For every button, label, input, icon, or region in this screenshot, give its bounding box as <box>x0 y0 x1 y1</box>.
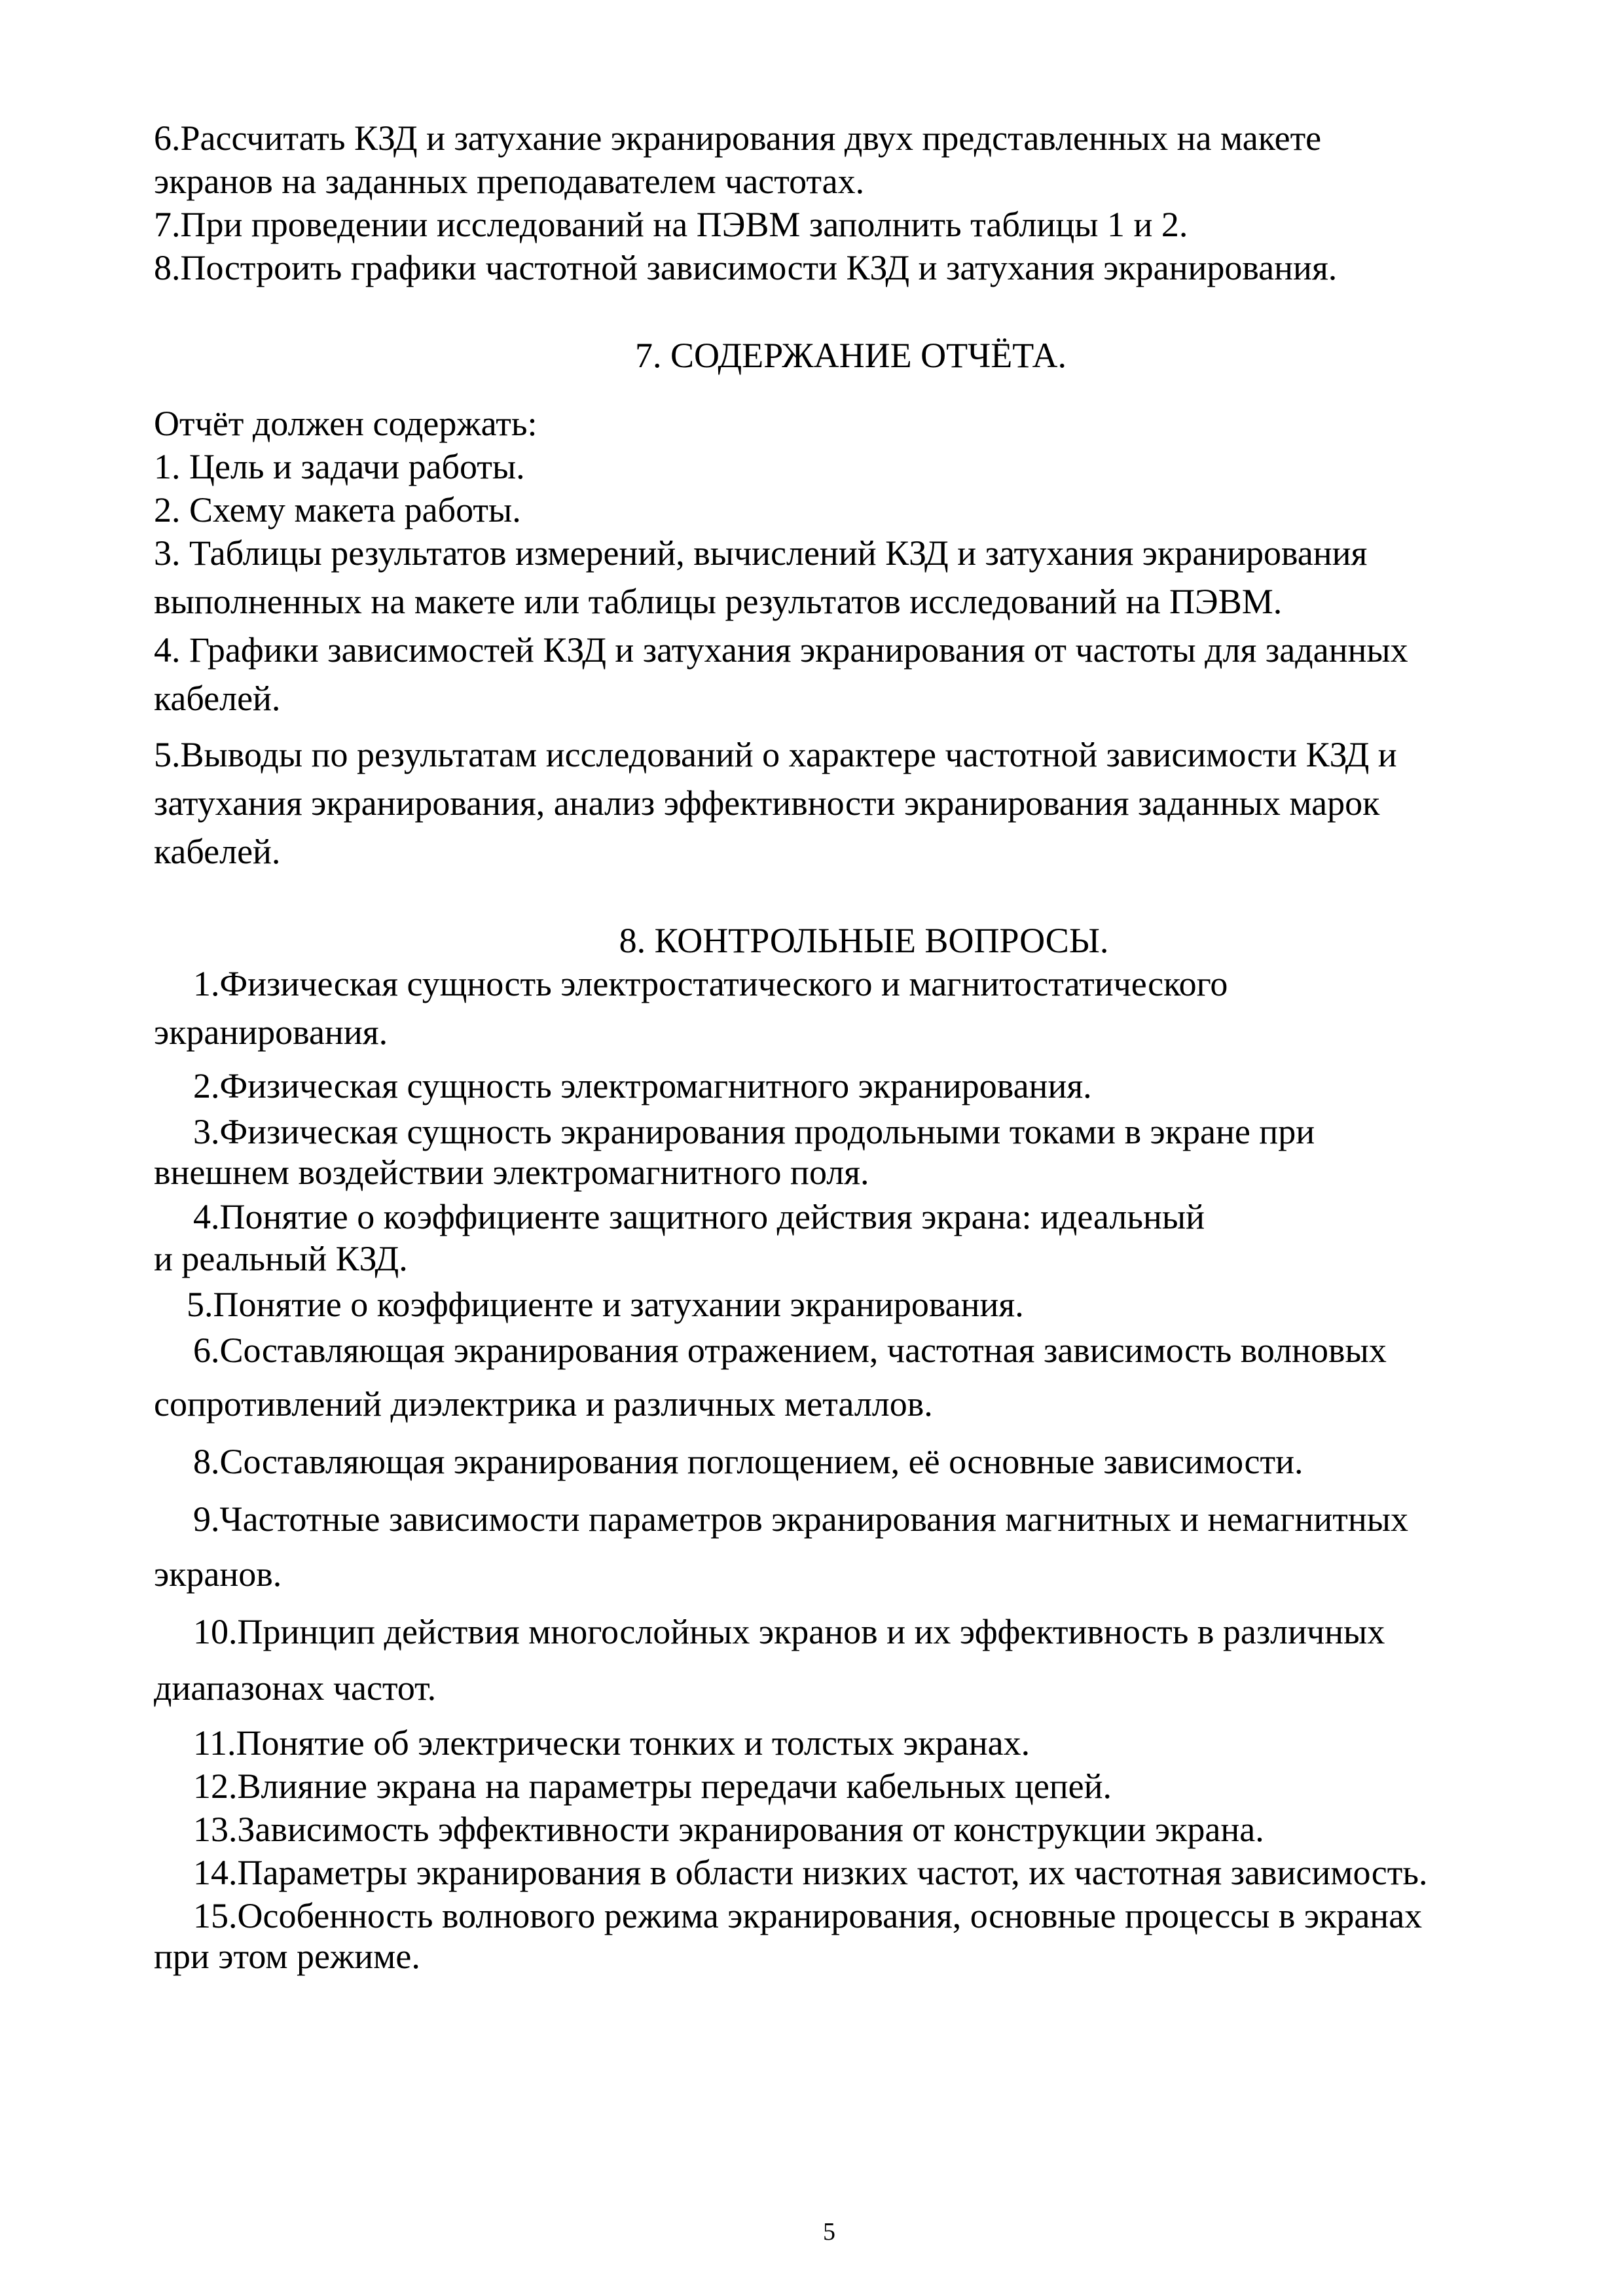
page-number: 5 <box>823 2218 835 2246</box>
question-2: 2.Физическая сущность электромагнитного экранирования. <box>193 1066 1092 1105</box>
control-questions-heading: 8. КОНТРОЛЬНЫЕ ВОПРОСЫ. <box>619 921 1109 960</box>
question-8: 8.Составляющая экранирования поглощением, её основные зависимости. <box>193 1442 1304 1481</box>
task-item-8: 8.Построить графики частотной зависимости КЗД и затухания экранирования. <box>154 248 1338 287</box>
question-15-line-1: 15.Особенность волнового режима экранирования, основные процессы в экранах <box>193 1896 1423 1935</box>
question-6-line-1: 6.Составляющая экранирования отражением, частотная зависимость волновых <box>193 1331 1387 1370</box>
question-3-line-1: 3.Физическая сущность экранирования продольными токами в экране при <box>193 1112 1315 1151</box>
question-4-line-2: и реальный КЗД. <box>154 1239 408 1278</box>
question-5: 5.Понятие о коэффициенте и затухании экранирования. <box>187 1285 1024 1324</box>
question-12: 12.Влияние экрана на параметры передачи кабельных цепей. <box>193 1767 1112 1806</box>
question-10-line-2: диапазонах частот. <box>154 1668 437 1708</box>
question-15-line-2: при этом режиме. <box>154 1937 420 1976</box>
task-item-6-line-1: 6.Рассчитать КЗД и затухание экранирования двух представленных на макете <box>154 118 1322 158</box>
question-9-line-1: 9.Частотные зависимости параметров экранирования магнитных и немагнитных <box>193 1499 1409 1539</box>
question-1-line-2: экранирования. <box>154 1013 388 1052</box>
report-item-4-line-1: 4. Графики зависимостей КЗД и затухания экранирования от частоты для заданных <box>154 630 1408 670</box>
report-item-5-line-1: 5.Выводы по результатам исследований о характере частотной зависимости КЗД и <box>154 735 1397 774</box>
report-item-5-line-3: кабелей. <box>154 832 281 871</box>
question-1-line-1: 1.Физическая сущность электростатического и магнитостатического <box>193 964 1228 1003</box>
report-item-2: 2. Схему макета работы. <box>154 490 521 529</box>
task-item-7: 7.При проведении исследований на ПЭВМ заполнить таблицы 1 и 2. <box>154 205 1188 244</box>
report-item-1: 1. Цель и задачи работы. <box>154 447 525 486</box>
question-11: 11.Понятие об электрически тонких и толстых экранах. <box>193 1723 1030 1763</box>
report-intro: Отчёт должен содержать: <box>154 404 538 443</box>
question-13: 13.Зависимость эффективности экранирования от конструкции экрана. <box>193 1810 1264 1849</box>
question-3-line-2: внешнем воздействии электромагнитного поля. <box>154 1153 869 1192</box>
question-10-line-1: 10.Принцип действия многослойных экранов и их эффективность в различных <box>193 1612 1385 1651</box>
report-item-3-line-2: выполненных на макете или таблицы результатов исследований на ПЭВМ. <box>154 582 1283 621</box>
question-4-line-1: 4.Понятие о коэффициенте защитного действия экрана: идеальный <box>193 1197 1205 1236</box>
question-14: 14.Параметры экранирования в области низких частот, их частотная зависимость. <box>193 1853 1428 1892</box>
task-item-6-line-2: экранов на заданных преподавателем частотах. <box>154 162 865 201</box>
report-item-4-line-2: кабелей. <box>154 679 281 718</box>
report-item-5-line-2: затухания экранирования, анализ эффективности экранирования заданных марок <box>154 783 1380 823</box>
report-contents-heading: 7. СОДЕРЖАНИЕ ОТЧЁТА. <box>635 336 1067 375</box>
report-item-3-line-1: 3. Таблицы результатов измерений, вычислений КЗД и затухания экранирования <box>154 533 1368 573</box>
question-6-line-2: сопротивлений диэлектрика и различных металлов. <box>154 1384 933 1424</box>
question-9-line-2: экранов. <box>154 1554 282 1594</box>
